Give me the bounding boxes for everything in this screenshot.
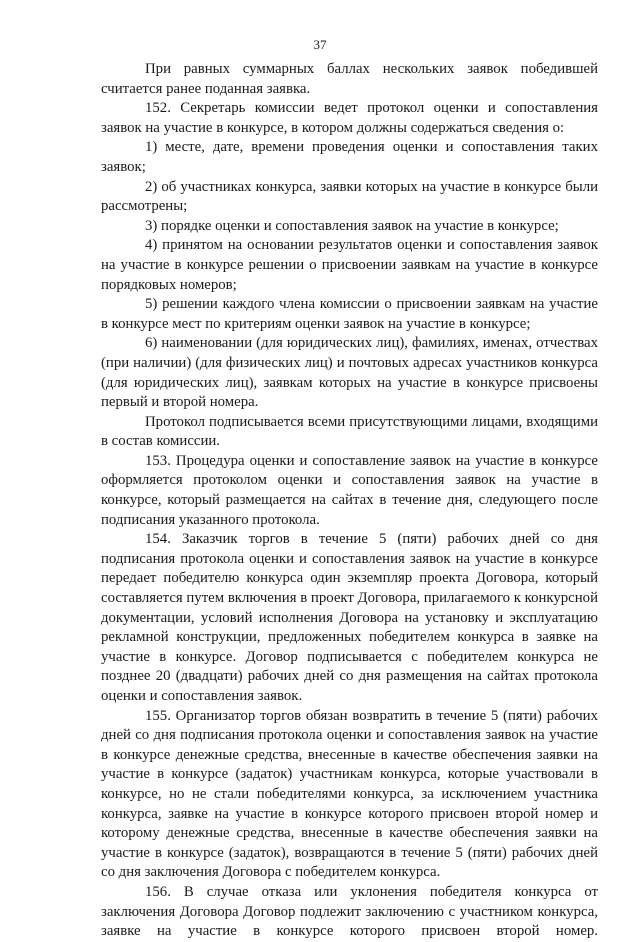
list-item-152-2: 2) об участниках конкурса, заявки которых на участие в конкурсе были рассмотрены; — [101, 178, 598, 215]
list-item-152-5: 5) решении каждого члена комиссии о присвоении заявкам на участие в конкурсе мест по критериям оценки заявок на участие в конкурсе; — [101, 296, 598, 332]
document-body — [101, 60, 598, 942]
list-item-152-1: 1) месте, дате, времени проведения оценки и сопоставления таких заявок; — [101, 139, 598, 175]
page-number: 37 — [313, 37, 327, 52]
paragraph-154: 154. Заказчик торгов в течение 5 (пяти) рабочих дней со дня подписания протокола оценки и сопоставления заявок на участие в конкурсе передает победителю конкурса один экземпляр проекта Договора, который составляется путем включения в проект Договора, прилагаемого к конкурсной документации, условий исполнения Договора на установку и эксплуатацию рекламной конструкции, предложенных победителем конкурса в заявке на участие в конкурсе. Договор подписывается с победителем конкурса не позднее 20 (двадцати) рабочих дней со дня размещения на сайтах протокола оценки и сопоставления заявок. — [101, 531, 598, 704]
paragraph-155: 155. Организатор торгов обязан возвратить в течение 5 (пяти) рабочих дней со дня подписания протокола оценки и сопоставления заявок на участие в конкурсе денежные средства, внесенные в качестве обеспечения заявки на участие в конкурсе (задаток) участникам конкурса, которые участвовали в конкурсе, но не стали победителями конкурса, за исключением участника конкурса, заявке на участие в конкурсе которого присвоен второй номер и которому денежные средства, внесенные в качестве обеспечения заявки на участие в конкурсе (задаток), возвращаются в течение 5 (пяти) рабочих дней со дня заключения Договора с победителем конкурса. — [101, 707, 598, 881]
list-item-152-3: 3) порядке оценки и сопоставления заявок на участие в конкурсе; — [145, 217, 559, 234]
paragraph-winner-rule: При равных суммарных баллах нескольких заявок победившей считается ранее поданная заявка. — [101, 61, 598, 97]
paragraph-signature-rule: Протокол подписывается всеми присутствующими лицами, входящими в состав комиссии. — [101, 413, 598, 450]
list-item-152-4: 4) принятом на основании результатов оценки и сопоставления заявок на участие в конкурсе решении о присвоении заявкам на участие в конкурсе порядковых номеров; — [101, 237, 598, 293]
list-item-152-6: 6) наименовании (для юридических лиц), фамилиях, именах, отчествах (при наличии) (для физических лиц) и почтовых адресах участников конкурса (для юридических лиц), заявкам которых на участие в конкурсе присвоены первый и второй номера. — [101, 335, 598, 411]
paragraph-153: 153. Процедура оценки и сопоставление заявок на участие в конкурсе оформляется протоколом оценки и сопоставления заявок на участие в конкурсе, который размещается на сайтах в течение дня, следующего после подписания указанного протокола. — [101, 452, 598, 528]
paragraph-156: 156. В случае отказа или уклонения победителя конкурса от заключения Договора Договор подлежит заключению с участником конкурса, заявке на участие в конкурсе которого присвоен второй номер. — [101, 883, 598, 940]
paragraph-152: 152. Секретарь комиссии ведет протокол оценки и сопоставления заявок на участие в конкурсе, в котором должны содержаться сведения о: — [101, 100, 598, 136]
